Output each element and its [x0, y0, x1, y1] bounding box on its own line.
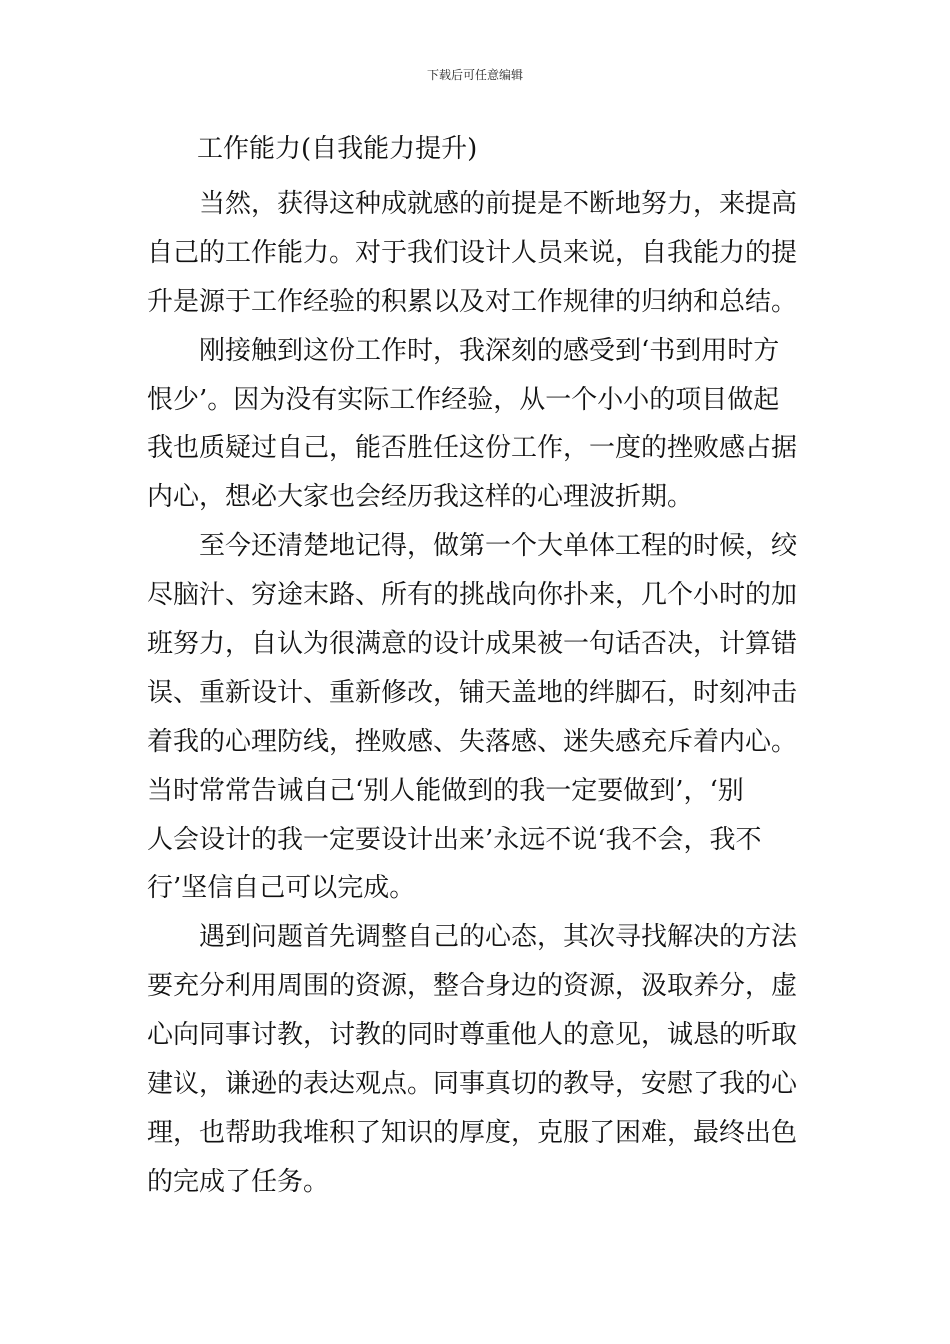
paragraph-line: 班努力，自认为很满意的设计成果被一句话否决，计算错 [147, 629, 798, 660]
paragraph-line: 恨少’。因为没有实际工作经验，从一个小小的项目做起 [147, 384, 780, 415]
paragraph-line: 遇到问题首先调整自己的心态，其次寻找解决的方法 [199, 922, 798, 953]
paragraph-line: 误、重新设计、重新修改，铺天盖地的绊脚石，时刻冲击 [147, 677, 798, 708]
paragraph-line: 我也质疑过自己，能否胜任这份工作，一度的挫败感占据 [147, 433, 798, 464]
paragraph-line: 至今还清楚地记得，做第一个大单体工程的时候，绞 [199, 531, 798, 562]
paragraph-line: 着我的心理防线，挫败感、失落感、迷失感充斥着内心。 [147, 726, 798, 757]
page-header: 下载后可任意编辑 [426, 68, 523, 82]
paragraph-line: 升是源于工作经验的积累以及对工作规律的归纳和总结。 [147, 286, 798, 317]
paragraph-line: 当时常常告诫自己‘别人能做到的我一定要做到’，‘别 [147, 775, 744, 806]
paragraph-line: 刚接触到这份工作时，我深刻的感受到‘书到用时方 [199, 335, 780, 366]
paragraph-line: 的完成了任务。 [147, 1166, 330, 1197]
paragraph-line: 自己的工作能力。对于我们设计人员来说，自我能力的提 [147, 237, 798, 268]
document-body [147, 180, 807, 1207]
paragraph-line: 理，也帮助我堆积了知识的厚度，克服了困难，最终出色 [147, 1117, 798, 1148]
paragraph-line: 内心，想必大家也会经历我这样的心理波折期。 [147, 482, 694, 513]
paragraph-line: 要充分利用周围的资源，整合身边的资源，汲取养分，虚 [147, 971, 798, 1002]
section-title: 工作能力(自我能力提升) [197, 134, 478, 164]
paragraph-line: 当然，获得这种成就感的前提是不断地努力，来提高 [199, 189, 798, 219]
paragraph-line: 建议，谦逊的表达观点。同事真切的教导，安慰了我的心 [147, 1069, 798, 1100]
paragraph-line: 尽脑汁、穷途末路、所有的挑战向你扑来，几个小时的加 [147, 580, 798, 611]
paragraph-line: 心向同事讨教，讨教的同时尊重他人的意见，诚恳的听取 [147, 1020, 798, 1051]
paragraph-line: 行’坚信自己可以完成。 [147, 873, 416, 904]
paragraph-line: 人会设计的我一定要设计出来’永远不说‘我不会，我不 [147, 824, 762, 855]
